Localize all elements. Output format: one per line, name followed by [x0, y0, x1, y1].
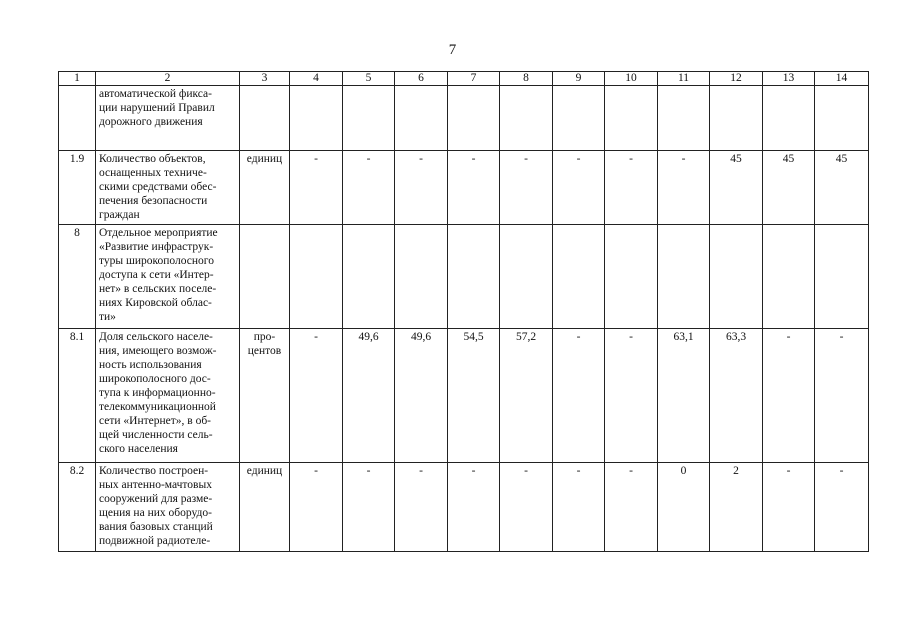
row-value: 57,2 [500, 329, 553, 463]
row-value [343, 86, 395, 151]
row-unit-line: про- [253, 331, 276, 343]
row-name-line: Отдельное мероприятие [99, 227, 218, 239]
column-header: 6 [395, 72, 448, 86]
row-value [290, 225, 343, 329]
row-value [395, 86, 448, 151]
row-value: - [448, 463, 500, 552]
row-unit [240, 151, 290, 225]
row-value: - [290, 463, 343, 552]
row-name [96, 463, 240, 552]
row-name-line: ского населения [99, 443, 178, 455]
column-header: 2 [96, 72, 240, 86]
row-value [763, 225, 815, 329]
column-number-row [59, 72, 869, 86]
row-unit [240, 329, 290, 463]
row-value: 54,5 [448, 329, 500, 463]
data-table [58, 71, 869, 552]
row-value: 63,1 [658, 329, 710, 463]
row-name-line: автоматической фикса- [99, 88, 212, 100]
row-value: 49,6 [343, 329, 395, 463]
table-row [59, 329, 869, 463]
row-value: - [448, 151, 500, 225]
column-header: 3 [240, 72, 290, 86]
row-name-line: сооружений для разме- [99, 493, 213, 505]
row-value [605, 86, 658, 151]
row-value [710, 86, 763, 151]
row-number: 8 [59, 225, 96, 329]
row-name-line: сети «Интернет», в об- [99, 415, 212, 427]
row-value [290, 86, 343, 151]
row-value [500, 86, 553, 151]
row-value: - [553, 329, 605, 463]
row-number: 8.1 [59, 329, 96, 463]
row-value [553, 225, 605, 329]
page-number: 7 [448, 42, 457, 58]
row-value: - [500, 151, 553, 225]
row-name [96, 86, 240, 151]
row-value [448, 225, 500, 329]
column-header: 10 [605, 72, 658, 86]
column-header: 5 [343, 72, 395, 86]
row-name-line: туры широкополосного [99, 255, 214, 267]
table-row [59, 463, 869, 552]
row-name [96, 225, 240, 329]
row-unit-line: единиц [246, 465, 283, 477]
row-value: 0 [658, 463, 710, 552]
row-unit [240, 463, 290, 552]
row-name-line: подвижной радиотеле- [99, 535, 211, 547]
column-header: 13 [763, 72, 815, 86]
row-unit-line: центов [247, 345, 282, 357]
row-name-line: щей численности сель- [99, 429, 213, 441]
row-value [763, 86, 815, 151]
row-name-line: широкополосного дос- [99, 373, 211, 385]
row-value: - [658, 151, 710, 225]
row-value: - [343, 463, 395, 552]
column-header: 12 [710, 72, 763, 86]
row-unit [240, 86, 290, 151]
row-value: - [343, 151, 395, 225]
row-value [448, 86, 500, 151]
row-value [658, 225, 710, 329]
row-unit-line: единиц [246, 153, 283, 165]
row-name-line: доступа к сети «Интер- [99, 269, 214, 281]
column-header: 11 [658, 72, 710, 86]
row-value: - [395, 151, 448, 225]
row-name-line: ность использования [99, 359, 202, 371]
row-value [343, 225, 395, 329]
row-value: - [290, 329, 343, 463]
row-number: 1.9 [59, 151, 96, 225]
row-value [710, 225, 763, 329]
column-header: 8 [500, 72, 553, 86]
row-name-line: телекоммуникационной [99, 401, 216, 413]
row-name-line: ниях Кировской облас- [99, 297, 212, 309]
row-name-line: Количество построен- [99, 465, 209, 477]
row-value: 63,3 [710, 329, 763, 463]
row-value: - [553, 151, 605, 225]
row-name-line: граждан [99, 209, 140, 221]
row-unit [240, 225, 290, 329]
row-name-line: ния, имеющего возмож- [99, 345, 217, 357]
row-name-line: ции нарушений Правил [99, 102, 215, 114]
row-name-line: щения на них оборудо- [99, 507, 212, 519]
row-value: - [763, 329, 815, 463]
row-value [500, 225, 553, 329]
column-header: 7 [448, 72, 500, 86]
column-header: 14 [815, 72, 869, 86]
row-value: - [815, 463, 869, 552]
column-header: 1 [59, 72, 96, 86]
row-value: - [815, 329, 869, 463]
column-header: 4 [290, 72, 343, 86]
table-row [59, 86, 869, 151]
row-name-line: тупа к информационно- [99, 387, 216, 399]
row-value: - [290, 151, 343, 225]
row-number: 8.2 [59, 463, 96, 552]
row-value: 49,6 [395, 329, 448, 463]
row-value [658, 86, 710, 151]
row-name-line: дорожного движения [99, 116, 203, 128]
row-value [815, 225, 869, 329]
row-value [605, 225, 658, 329]
row-value [553, 86, 605, 151]
row-value: - [395, 463, 448, 552]
row-name-line: печения безопасности [99, 195, 208, 207]
row-name-line: Доля сельского населе- [99, 331, 213, 343]
row-name [96, 329, 240, 463]
row-name-line: вания базовых станций [99, 521, 213, 533]
row-name-line: «Развитие инфраструк- [99, 241, 214, 253]
row-name-line: скими средствами обес- [99, 181, 217, 193]
row-name-line: нет» в сельских поселе- [99, 283, 217, 295]
row-value: - [553, 463, 605, 552]
row-name-line: Количество объектов, [99, 153, 206, 165]
row-name [96, 151, 240, 225]
row-value: - [605, 463, 658, 552]
row-name-line: ти» [99, 311, 116, 323]
row-value [395, 225, 448, 329]
table-row [59, 225, 869, 329]
row-value: - [763, 463, 815, 552]
row-number [59, 86, 96, 151]
row-name-line: оснащенных техниче- [99, 167, 207, 179]
column-header: 9 [553, 72, 605, 86]
row-value: 45 [710, 151, 763, 225]
row-value [815, 86, 869, 151]
row-value: - [605, 329, 658, 463]
row-value: 2 [710, 463, 763, 552]
row-value: - [605, 151, 658, 225]
row-value: 45 [763, 151, 815, 225]
row-value: - [500, 463, 553, 552]
row-name-line: ных антенно-мачтовых [99, 479, 212, 491]
row-value: 45 [815, 151, 869, 225]
table-row [59, 151, 869, 225]
